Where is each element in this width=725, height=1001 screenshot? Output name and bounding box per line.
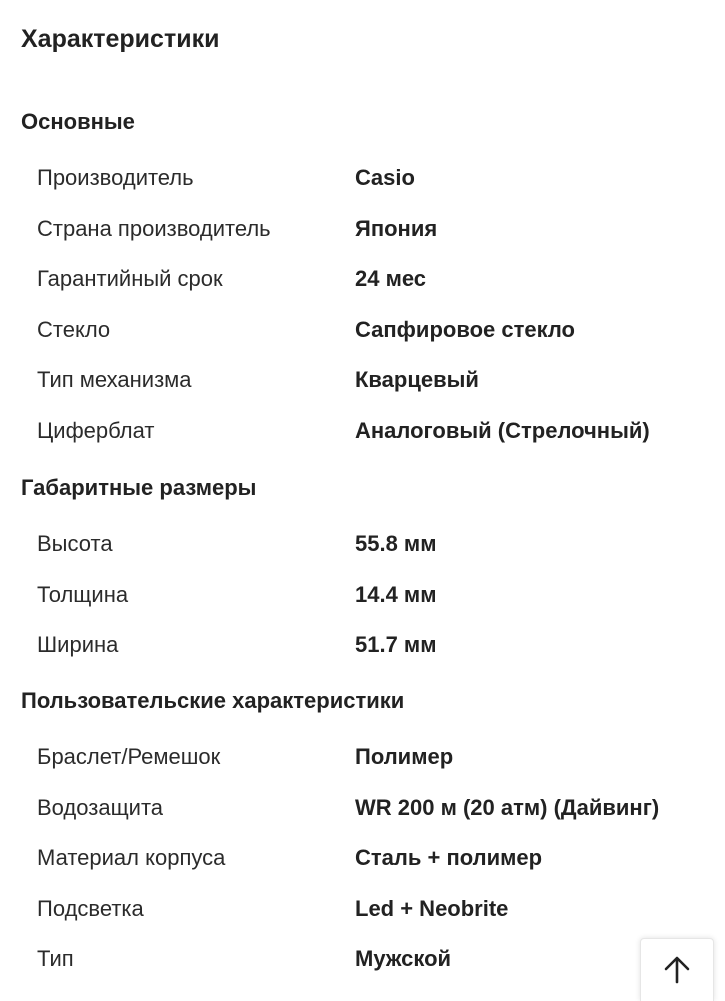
spec-row-manufacturer [0,163,725,214]
spec-row-backlight [0,894,725,945]
spec-label: Толщина [37,581,129,607]
spec-value: WR 200 м (20 атм) (Дайвинг) [355,794,660,820]
spec-label: Подсветка [37,895,144,921]
spec-value: Casio [355,165,415,190]
spec-value: Япония [355,215,438,241]
spec-value: Сапфировое стекло [355,316,575,342]
spec-value: Аналоговый (Стрелочный) [355,417,650,443]
spec-list [0,163,725,467]
spec-row-width [0,630,725,681]
spec-value: 24 мес [355,266,427,292]
spec-row-movement [0,365,725,416]
spec-value: Led + Neobrite [355,895,509,921]
spec-label: Тип [37,946,74,972]
spec-row-country [0,214,725,265]
spec-label: Материал корпуса [37,845,226,871]
spec-row-glass [0,315,725,366]
spec-value: Мужской [355,946,452,972]
spec-label: Производитель [37,165,194,190]
spec-label: Высота [37,531,113,556]
spec-label: Тип механизма [37,367,192,393]
spec-row-warranty [0,264,725,315]
spec-row-strap [0,742,725,793]
spec-label: Страна производитель [37,215,271,241]
section-title: Пользовательские характеристики [21,688,405,713]
page-title: Характеристики [21,25,220,53]
spec-row-dial [0,416,725,467]
spec-list [0,742,725,995]
scroll-to-top-button[interactable] [640,938,714,1001]
spec-label: Ширина [37,632,119,658]
spec-value: 55.8 мм [355,531,437,556]
spec-row-type [0,944,725,995]
section-title: Габаритные размеры [21,475,257,500]
spec-value: Кварцевый [355,367,479,393]
spec-value: Полимер [355,744,454,769]
spec-label: Стекло [37,316,111,342]
spec-label: Водозащита [37,794,164,820]
arrow-up-icon [662,955,692,985]
spec-label: Браслет/Ремешок [37,744,221,769]
spec-value: Сталь + полимер [355,845,543,871]
spec-row-case-material [0,843,725,894]
spec-value: 51.7 мм [355,632,437,658]
spec-label: Циферблат [37,417,155,443]
spec-list [0,529,725,681]
spec-value: 14.4 мм [355,581,437,607]
spec-row-height [0,529,725,580]
spec-label: Гарантийный срок [37,266,223,292]
spec-row-thickness [0,580,725,631]
spec-row-water-resistance [0,793,725,844]
section-title: Основные [21,109,135,134]
